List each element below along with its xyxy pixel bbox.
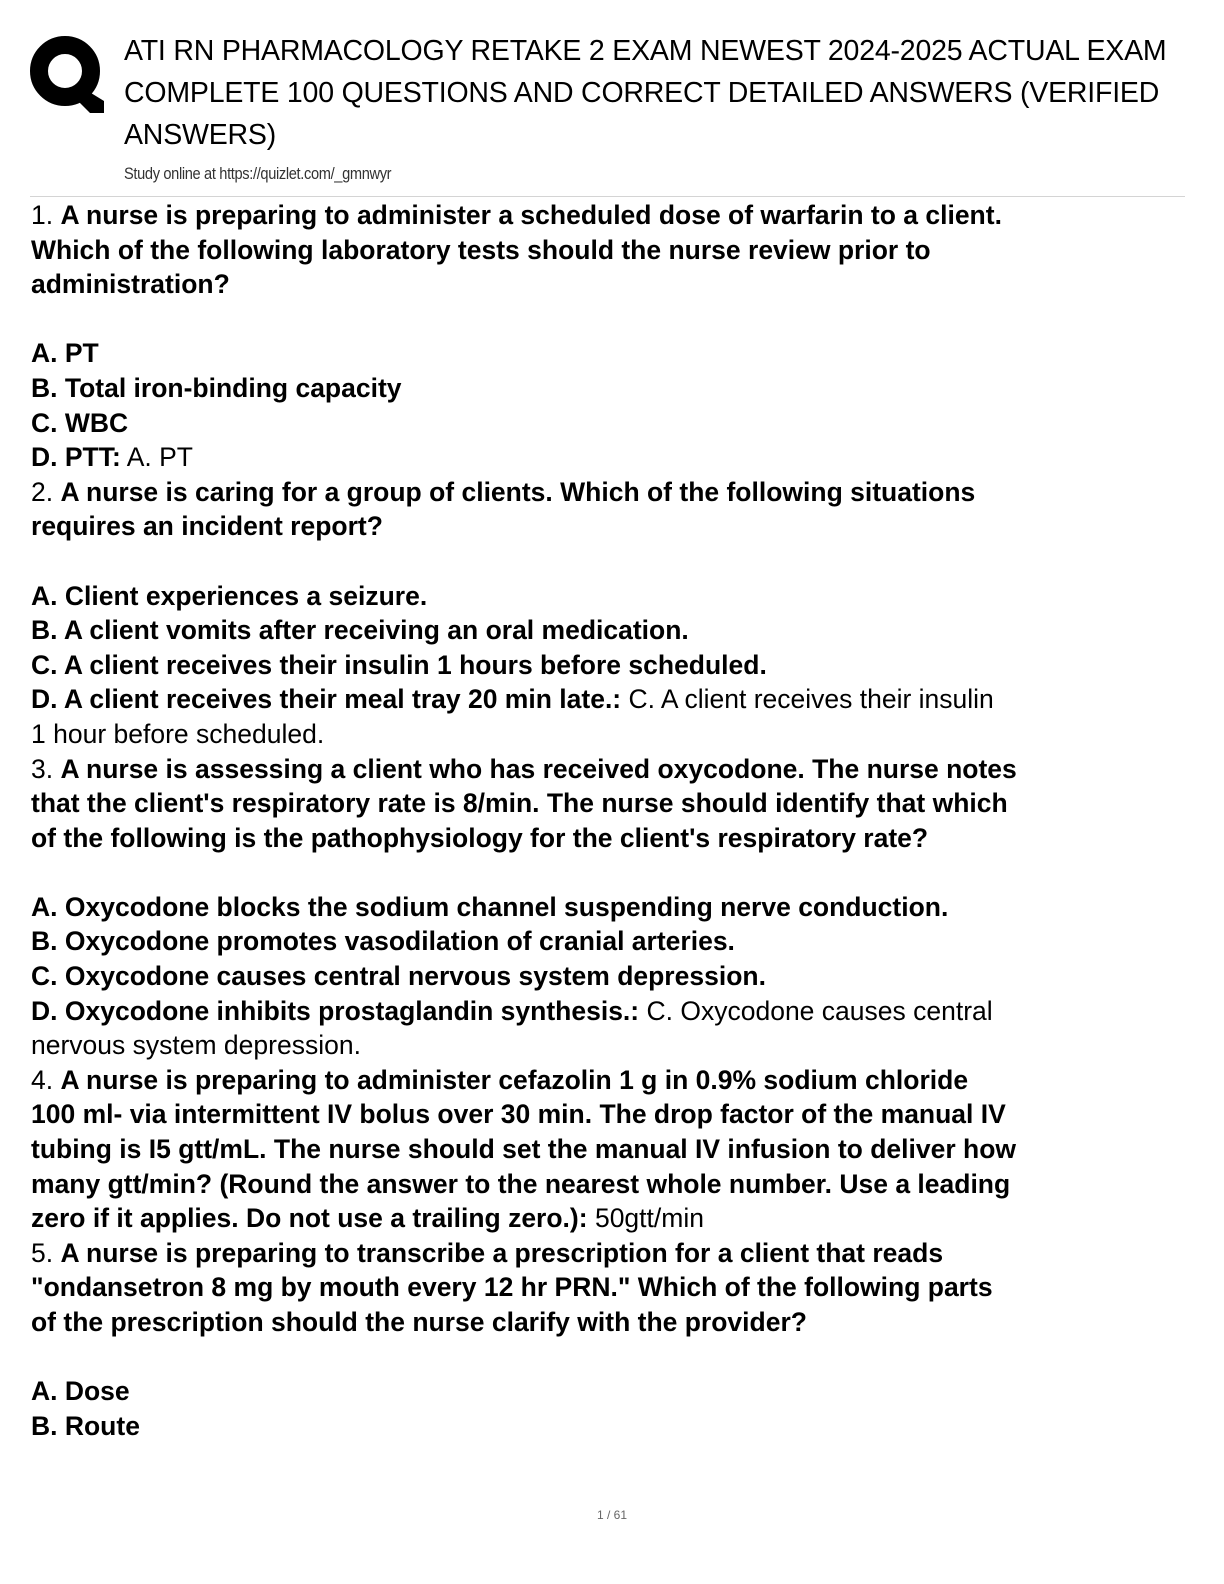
option	[31, 994, 1196, 1029]
option	[31, 924, 1196, 959]
option-text: C. WBC	[31, 407, 129, 438]
question-text: of the prescription should the nurse clarify with the provider?	[31, 1307, 807, 1337]
answer-text: A. PT	[126, 442, 193, 473]
option-text: A. PT	[31, 338, 99, 369]
option	[31, 440, 1196, 475]
question-line	[31, 198, 1196, 233]
question-text: A nurse is assessing a client who has received oxycodone. The nurse notes	[60, 753, 1017, 784]
question-line	[31, 752, 1196, 787]
question-number: 1.	[31, 200, 54, 230]
question-text: many gtt/min? (Round the answer to the nearest whole number. Use a leading	[31, 1168, 1011, 1199]
option	[31, 648, 1196, 683]
question-line	[31, 1097, 1196, 1132]
quizlet-logo-icon	[30, 33, 104, 113]
question-text: 100 ml- via intermittent IV bolus over 30 min. The drop factor of the manual IV	[31, 1099, 1006, 1130]
question-line	[31, 821, 1196, 856]
question-text: A nurse is caring for a group of clients. Which of the following situations	[60, 476, 976, 507]
option	[31, 682, 1196, 717]
question-number: 2.	[31, 476, 54, 507]
question-text: zero if it applies. Do not use a trailing zero.):	[31, 1203, 588, 1234]
spacer	[31, 855, 1196, 890]
question-text: that the client's respiratory rate is 8/min. The nurse should identify that which	[31, 788, 1008, 819]
question-text: tubing is I5 gtt/mL. The nurse should set the manual IV infusion to deliver how	[31, 1134, 1016, 1165]
spacer	[31, 544, 1196, 579]
study-online-link[interactable]: Study online at https://quizlet.com/_gmnwyr	[124, 164, 392, 183]
question-line	[31, 1063, 1196, 1098]
question-line	[31, 786, 1196, 821]
question-line	[31, 1132, 1196, 1167]
option	[31, 613, 1196, 648]
option-text: B. Total iron-binding capacity	[31, 372, 402, 403]
spacer	[31, 1340, 1196, 1375]
option-text: B. Oxycodone promotes vasodilation of cranial arteries.	[31, 926, 735, 957]
question-text: A nurse is preparing to administer a scheduled dose of warfarin to a client.	[60, 200, 1002, 230]
option	[31, 890, 1196, 925]
title-line: COMPLETE 100 QUESTIONS AND CORRECT DETAILED ANSWERS (VERIFIED	[124, 77, 1160, 109]
answer-text: nervous system depression.	[31, 1030, 361, 1061]
question-line	[31, 1305, 1196, 1340]
document-header	[30, 30, 1224, 196]
option-text: D. Oxycodone inhibits prostaglandin synthesis.:	[31, 995, 640, 1026]
option	[31, 406, 1196, 441]
option-text: D. A client receives their meal tray 20 min late.:	[31, 684, 622, 715]
question-number: 5.	[31, 1237, 54, 1268]
question-list	[31, 198, 1196, 1443]
title-line: ATI RN PHARMACOLOGY RETAKE 2 EXAM NEWEST 2024-2025 ACTUAL EXAM	[124, 35, 1167, 67]
option	[31, 336, 1196, 371]
question-text: A nurse is preparing to administer cefazolin 1 g in 0.9% sodium chloride	[60, 1064, 969, 1095]
question-text: "ondansetron 8 mg by mouth every 12 hr PRN." Which of the following parts	[31, 1272, 993, 1303]
question-line	[31, 475, 1196, 510]
option	[31, 371, 1196, 406]
option-text: A. Dose	[31, 1376, 130, 1407]
spacer	[31, 302, 1196, 337]
question-line	[31, 233, 1196, 268]
answer-line	[31, 717, 1196, 752]
answer-text: C. Oxycodone causes central	[646, 995, 993, 1026]
answer-text: 1 hour before scheduled.	[31, 718, 325, 749]
option	[31, 959, 1196, 994]
page-number: 1 / 61	[596, 1508, 628, 1522]
option-text: A. Client experiences a seizure.	[31, 580, 428, 611]
question-number: 3.	[31, 753, 54, 784]
answer-line	[31, 1028, 1196, 1063]
title-line: ANSWERS)	[124, 119, 276, 151]
question-text: A nurse is preparing to transcribe a prescription for a client that reads	[60, 1237, 944, 1268]
question-text: of the following is the pathophysiology for the client's respiratory rate?	[31, 822, 929, 853]
question-line	[31, 1270, 1196, 1305]
question-number: 4.	[31, 1064, 54, 1095]
question-line	[31, 1201, 1196, 1236]
question-line	[31, 267, 1196, 302]
option	[31, 579, 1196, 614]
option-text: A. Oxycodone blocks the sodium channel suspending nerve conduction.	[31, 891, 949, 922]
answer-text: 50gtt/min	[594, 1203, 704, 1234]
option-text: B. Route	[31, 1410, 140, 1441]
option-text: C. A client receives their insulin 1 hours before scheduled.	[31, 649, 767, 680]
option-text: C. Oxycodone causes central nervous system depression.	[31, 961, 766, 992]
question-text: requires an incident report?	[31, 511, 383, 542]
question-line	[31, 1167, 1196, 1202]
question-line	[31, 1236, 1196, 1271]
answer-text: C. A client receives their insulin	[628, 684, 994, 715]
header-divider	[30, 196, 1185, 197]
document-title	[124, 30, 1224, 156]
option-text: D. PTT:	[31, 442, 121, 473]
option	[31, 1409, 1196, 1444]
question-text: administration?	[31, 269, 230, 300]
question-text: Which of the following laboratory tests should the nurse review prior to	[31, 234, 931, 265]
option-text: B. A client vomits after receiving an oral medication.	[31, 615, 689, 646]
question-line	[31, 509, 1196, 544]
option	[31, 1374, 1196, 1409]
